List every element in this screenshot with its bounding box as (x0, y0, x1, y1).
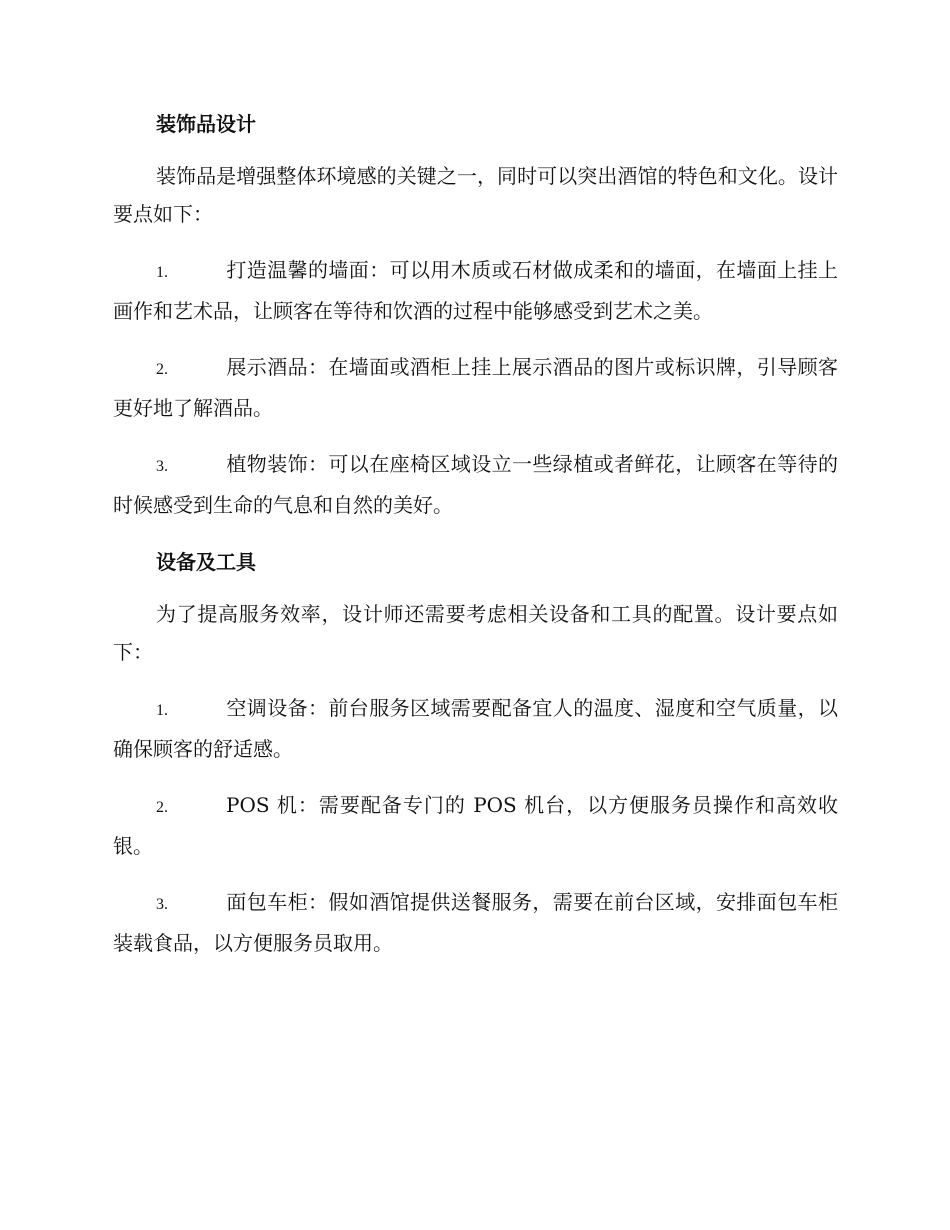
list-item-text: 植物装饰：可以在座椅区域设立一些绿植或者鲜花，让顾客在等待的时候感受到生命的气息和自然的美好。 (113, 452, 838, 517)
list-item-number: 1. (156, 264, 168, 281)
section-intro: 装饰品是增强整体环境感的关键之一，同时可以突出酒馆的特色和文化。设计要点如下： (113, 164, 838, 226)
document-page (113, 104, 838, 962)
list-item (113, 445, 838, 524)
list-item-text: 空调设备：前台服务区域需要配备宜人的温度、湿度和空气质量，以确保顾客的舒适感。 (113, 696, 838, 761)
list-item (113, 786, 838, 865)
list-item-number: 2. (156, 361, 168, 378)
list-item-text: 打造温馨的墙面：可以用木质或石材做成柔和的墙面，在墙面上挂上画作和艺术品，让顾客在等待和饮酒的过程中能够感受到艺术之美。 (113, 258, 838, 323)
section-intro: 为了提高服务效率，设计师还需要考虑相关设备和工具的配置。设计要点如下： (113, 602, 838, 664)
list-item (113, 689, 838, 768)
list-item (113, 883, 838, 962)
list-item-number: 3. (156, 896, 168, 913)
list-item-text: 面包车柜：假如酒馆提供送餐服务，需要在前台区域，安排面包车柜装载食品，以方便服务员取用。 (113, 890, 838, 955)
list-item-text: POS 机：需要配备专门的 POS 机台，以方便服务员操作和高效收银。 (113, 793, 838, 858)
list-item-number: 1. (156, 702, 168, 719)
list-item-number: 2. (156, 799, 168, 816)
section-heading: 装饰品设计 (156, 112, 256, 136)
list-item (113, 348, 838, 427)
list-item (113, 251, 838, 330)
list-item-text: 展示酒品：在墙面或酒柜上挂上展示酒品的图片或标识牌，引导顾客更好地了解酒品。 (113, 355, 838, 420)
list-item-number: 3. (156, 458, 168, 475)
section-heading: 设备及工具 (156, 550, 256, 574)
